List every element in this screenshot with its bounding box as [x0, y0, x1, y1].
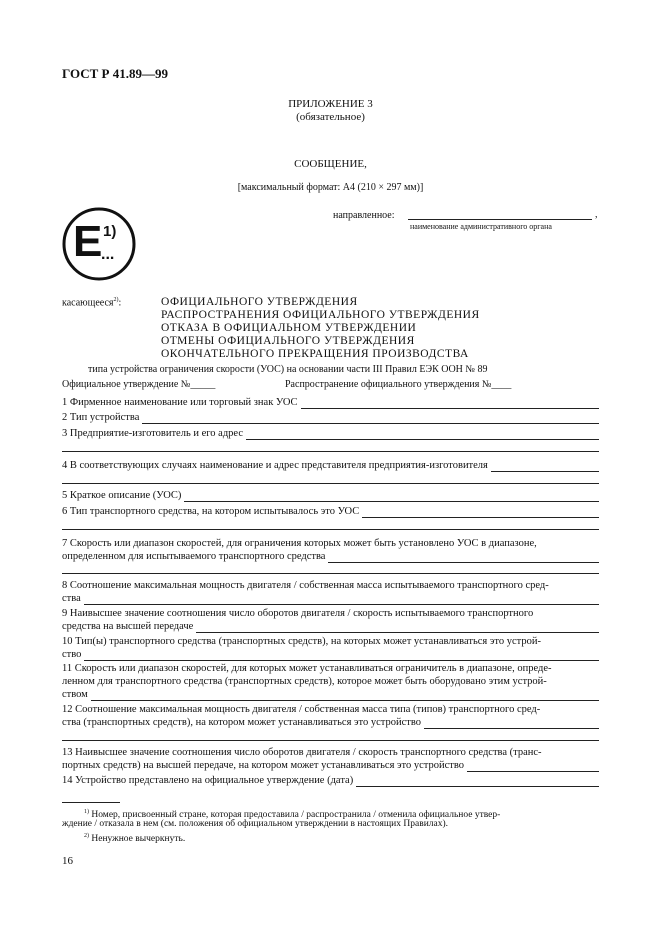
item-7-field[interactable]: [328, 552, 599, 563]
item-4-extra-line[interactable]: [62, 483, 599, 484]
format-note: [максимальный формат: А4 (210 × 297 мм)]: [237, 182, 424, 193]
sent-comma: ,: [595, 209, 598, 220]
concerning-label: касающееся$^{2)}$:: [62, 297, 122, 309]
item-11-line-a: 11 Скорость или диапазон скоростей, для которых может устанавливаться ограничитель в диапазоне, опреде-: [62, 663, 552, 674]
item-1: 1 Фирменное наименование или торговый знак УОС: [62, 396, 599, 409]
footnote-2: $^{2)}$ Ненужное вычеркнуть.: [84, 833, 186, 845]
item-7: определенном для испытываемого транспортного средства: [62, 550, 599, 563]
item-9: средства на высшей передаче: [62, 620, 599, 633]
item-3-field[interactable]: [246, 429, 599, 440]
item-2-field[interactable]: [142, 413, 599, 424]
item-10-line-a: 10 Тип(ы) транспортного средства (транспортных средств), на которых может устанавливаться это устрой-: [62, 636, 541, 647]
item-12: ства (транспортных средств), на котором может устанавливаться это устройство: [62, 716, 599, 729]
option-discontinued: ОКОНЧАТЕЛЬНОГО ПРЕКРАЩЕНИЯ ПРОИЗВОДСТВА: [161, 348, 469, 360]
item-13: портных средств) на высшей передаче, на котором может устанавливаться это устройство: [62, 759, 599, 772]
item-5-field[interactable]: [184, 491, 599, 502]
item-14: 14 Устройство представлено на официальное утверждение (дата): [62, 774, 599, 787]
approval-number[interactable]: Официальное утверждение №_____: [62, 379, 216, 390]
item-12-line-a: 12 Соотношение максимальная мощность двигателя / собственная масса типа (типов) транспортного сред-: [62, 704, 541, 715]
item-11-field[interactable]: [91, 690, 599, 701]
item-8-field[interactable]: [84, 594, 599, 605]
page-number: 16: [62, 855, 73, 867]
item-2: 2 Тип устройства: [62, 411, 599, 424]
item-5: 5 Краткое описание (УОС): [62, 489, 599, 502]
option-withdrawal: ОТМЕНЫ ОФИЦИАЛЬНОГО УТВЕРЖДЕНИЯ: [161, 335, 415, 347]
approval-mark-emblem: [61, 206, 137, 282]
item-7-line-a: 7 Скорость или диапазон скоростей, для ограничения которых может быть установлено УОС в диапазоне,: [62, 538, 537, 549]
item-3: 3 Предприятие-изготовитель и его адрес: [62, 427, 599, 440]
emblem-letter: E: [73, 217, 103, 266]
footnote-1-line-a: $^{1)}$ Номер, присвоенный стране, которая предоставила / распространила / отменила официальное утвер-: [84, 809, 501, 821]
item-6-field[interactable]: [362, 507, 599, 518]
option-extension: РАСПРОСТРАНЕНИЯ ОФИЦИАЛЬНОГО УТВЕРЖДЕНИЯ: [161, 309, 480, 321]
item-8: ства: [62, 592, 599, 605]
item-11-line-b: ленном для транспортного средства (транспортных средств), которое может быть оборудовано этим устрой-: [62, 676, 547, 687]
footnote-separator: [62, 802, 120, 803]
sent-caption: наименование административного органа: [410, 222, 552, 231]
footnote-1-line-b: ждение / отказала в нем (см. положения об официальном утверждении в настоящих Правилах).: [62, 819, 449, 829]
item-4-field[interactable]: [491, 461, 599, 472]
item-8-line-a: 8 Соотношение максимальная мощность двигателя / собственная масса испытываемого транспортного сред-: [62, 580, 549, 591]
sent-field[interactable]: [408, 219, 592, 220]
item-14-field[interactable]: [356, 776, 599, 787]
message-title: СООБЩЕНИЕ,: [294, 158, 367, 170]
item-9-line-a: 9 Наивысшее значение соотношения число оборотов двигателя / скорость испытываемого транспортного: [62, 608, 534, 619]
item-1-field[interactable]: [301, 398, 599, 409]
option-refusal: ОТКАЗА В ОФИЦИАЛЬНОМ УТВЕРЖДЕНИИ: [161, 322, 417, 334]
option-approval: ОФИЦИАЛЬНОГО УТВЕРЖДЕНИЯ: [161, 296, 358, 308]
item-10: ство: [62, 648, 599, 661]
concerning-options: [161, 296, 480, 361]
item-12-field[interactable]: [424, 718, 599, 729]
item-9-field[interactable]: [196, 622, 599, 633]
annex-title: ПРИЛОЖЕНИЕ 3: [288, 98, 373, 110]
item-3-extra-line[interactable]: [62, 451, 599, 452]
item-7-extra-line[interactable]: [62, 573, 599, 574]
item-11: ством: [62, 688, 599, 701]
item-4: 4 В соответствующих случаях наименование и адрес представителя предприятия-изготовителя: [62, 459, 599, 472]
extension-number[interactable]: Распространение официального утверждения №____: [285, 379, 512, 390]
item-13-line-a: 13 Наивысшее значение соотношения число оборотов двигателя / скорость транспортного средства (транс-: [62, 747, 542, 758]
type-line: типа устройства ограничения скорости (УОС) на основании части III Правил ЕЭК ООН № 89: [88, 364, 488, 375]
emblem-sup: 1): [103, 223, 117, 240]
sent-label: направленное:: [333, 210, 395, 221]
item-12-extra-line[interactable]: [62, 740, 599, 741]
emblem-dots: ...: [101, 246, 115, 263]
document-code: ГОСТ Р 41.89—99: [62, 66, 168, 81]
item-6-extra-line[interactable]: [62, 529, 599, 530]
item-6: 6 Тип транспортного средства, на котором испытывалось это УОС: [62, 505, 599, 518]
item-10-field[interactable]: [84, 650, 599, 661]
item-13-field[interactable]: [467, 761, 599, 772]
annex-subtitle: (обязательное): [296, 111, 365, 123]
